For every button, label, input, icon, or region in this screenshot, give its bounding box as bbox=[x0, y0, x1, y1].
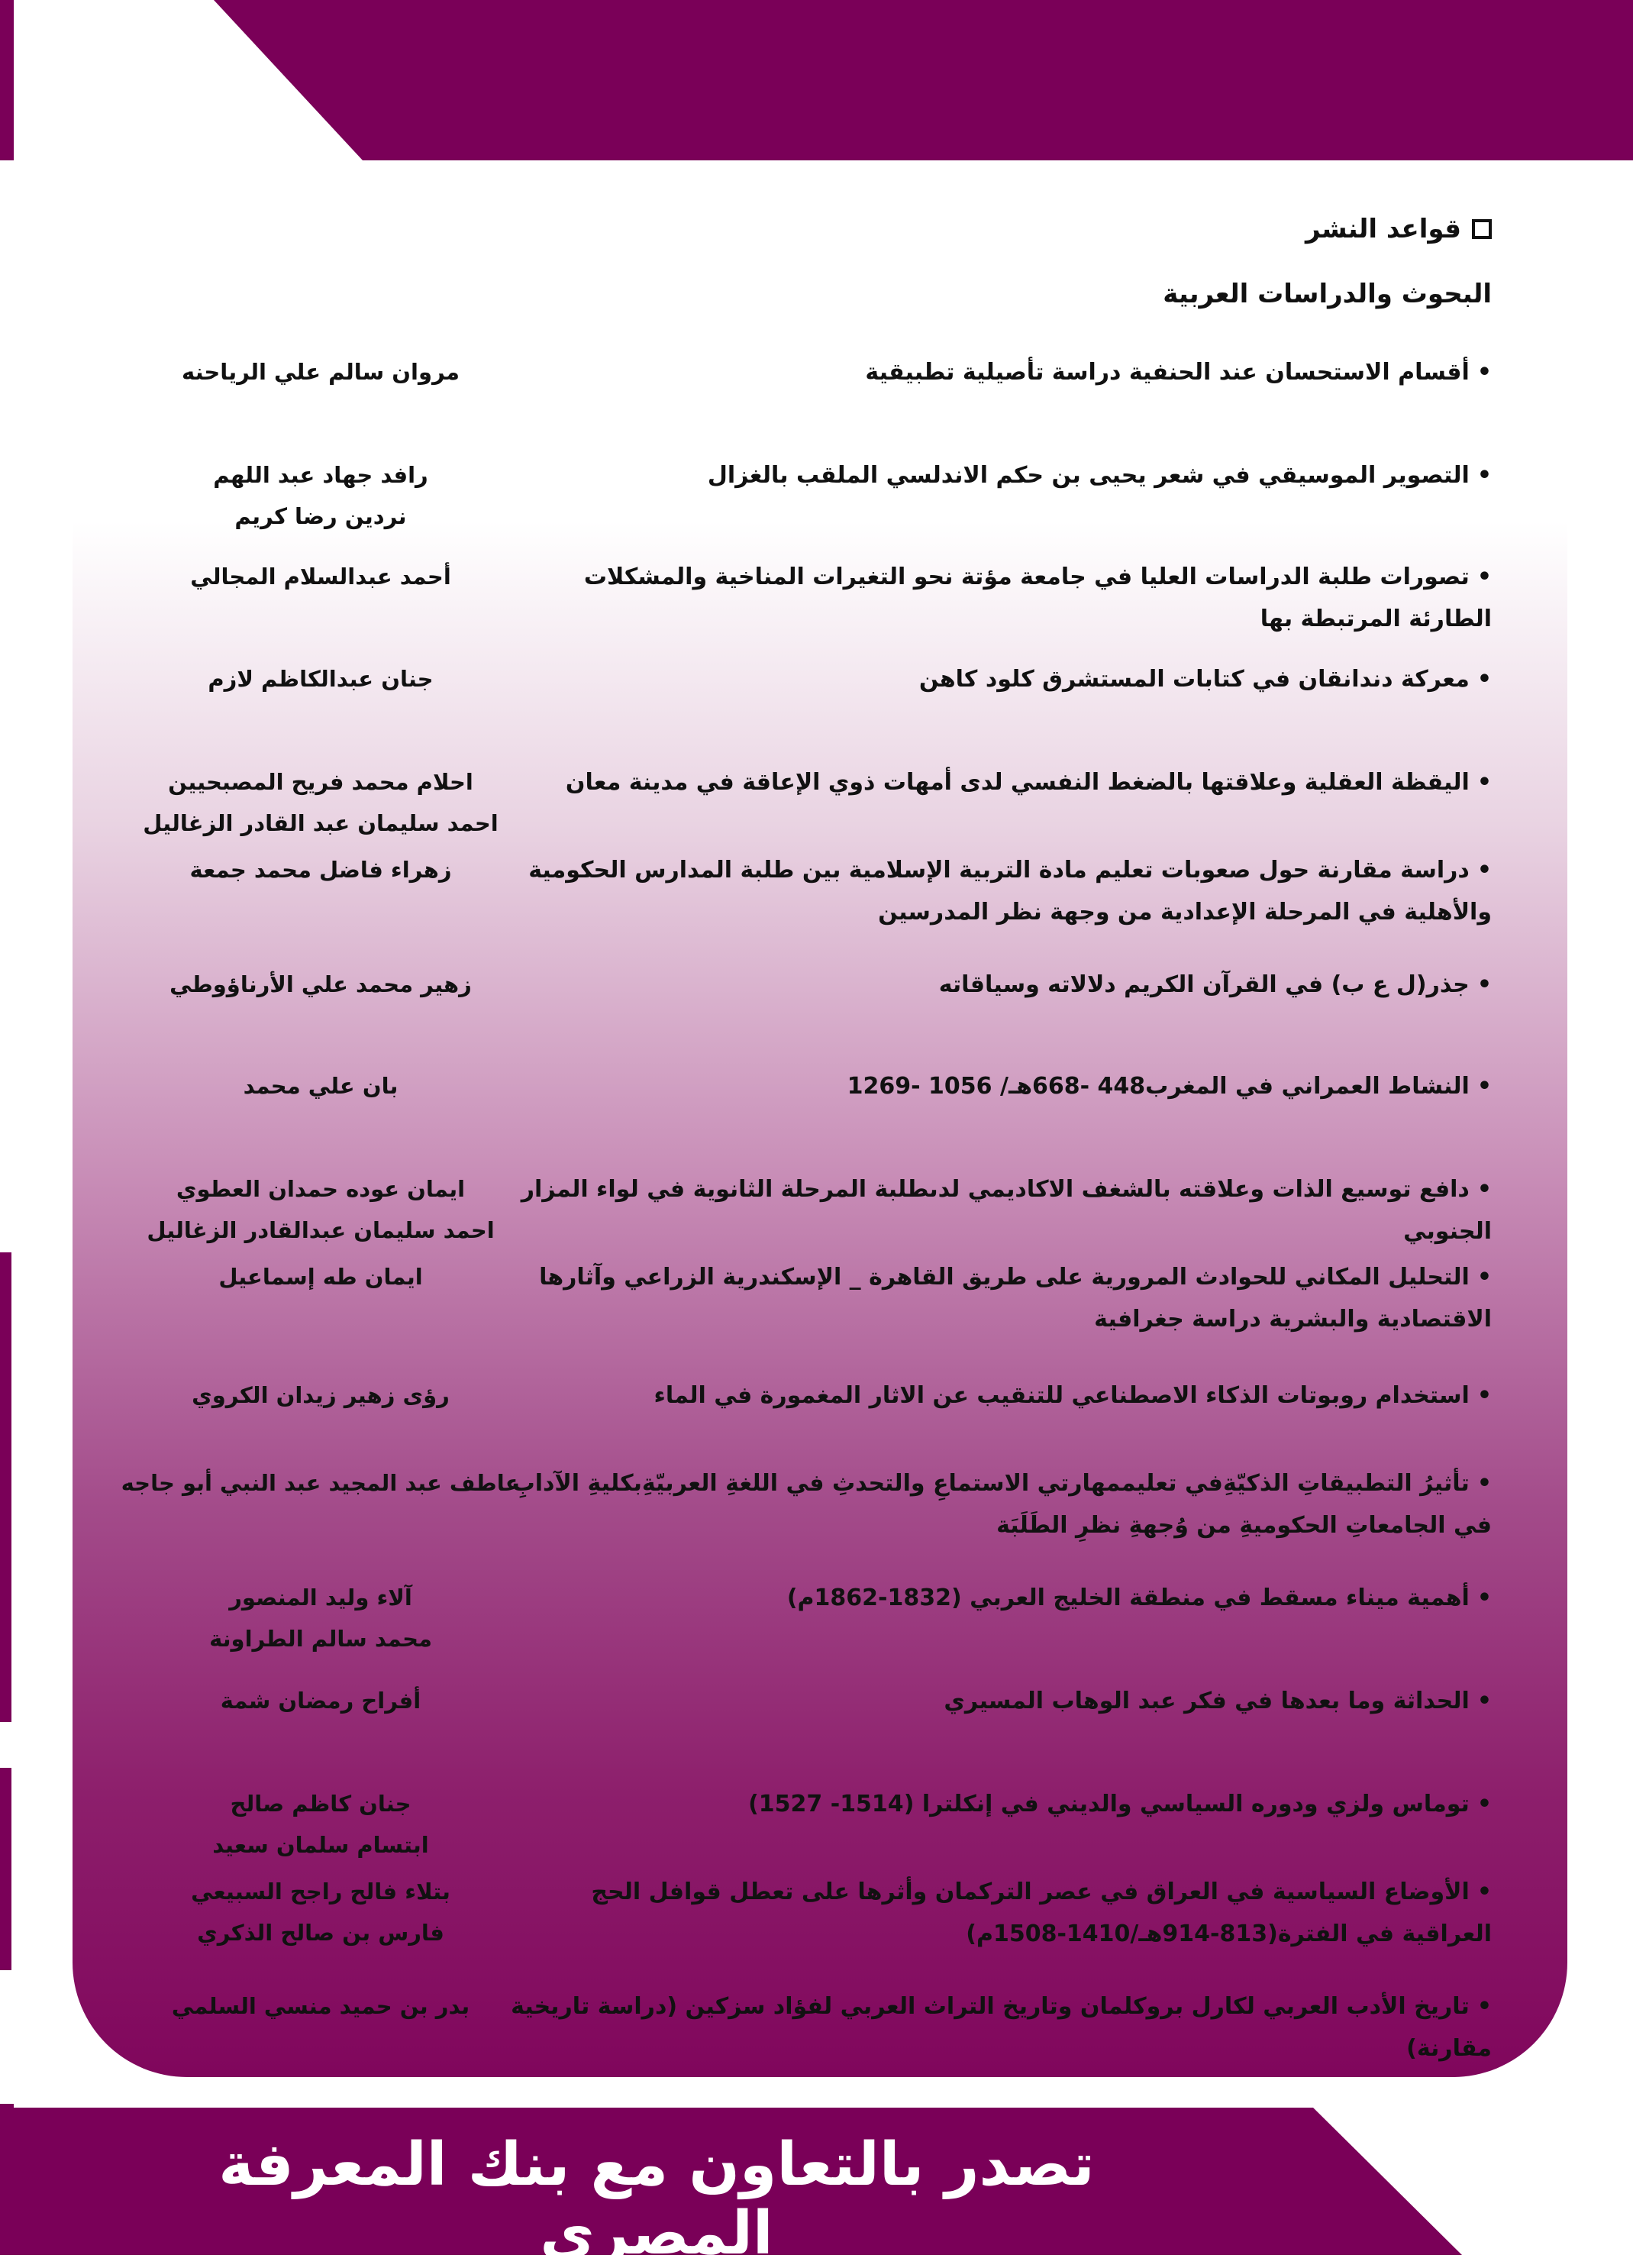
article-title bbox=[499, 849, 1492, 933]
author-name: بتلاء فالح راجح السبيعي bbox=[191, 1879, 450, 1905]
bullet-icon: • bbox=[1476, 971, 1492, 998]
article-title bbox=[499, 1783, 1492, 1825]
article-title-text: تأثيرُ التطبيقاتِ الذكيّةِفي تعليممهارتي الاستماعِ والتحدثِ في اللغةِ العربيّةِبكليةِ الآدابِ في الجامعاتِ الحكوميةِ من وُجهةِ نظرِ الطَلَبَة bbox=[512, 1470, 1492, 1539]
author-name: مروان سالم علي الرياحنه bbox=[181, 359, 460, 385]
article-title-text: جذر(ل ع ب) في القرآن الكريم دلالاته وسياقاته bbox=[938, 971, 1470, 998]
author-name: نردين رضا كريم bbox=[234, 503, 407, 529]
bullet-icon: • bbox=[1476, 1688, 1492, 1714]
author-name: عاطف عبد المجيد عبد النبي أبو جاجه bbox=[121, 1470, 521, 1496]
article-title-text: توماس ولزي ودوره السياسي والديني في إنكلترا (1514- 1527) bbox=[748, 1791, 1470, 1817]
bullet-icon: • bbox=[1476, 1879, 1492, 1905]
article-authors bbox=[115, 761, 527, 844]
author-name: ايمان عوده حمدان العطوي bbox=[176, 1176, 466, 1202]
author-name: بان علي محمد bbox=[243, 1073, 399, 1099]
article-title bbox=[499, 1985, 1492, 2069]
author-name: احمد سليمان عبد القادر الزغاليل bbox=[143, 810, 499, 836]
bullet-icon: • bbox=[1476, 359, 1492, 386]
author-name: ابتسام سلمان سعيد bbox=[212, 1832, 429, 1858]
bullet-icon: • bbox=[1476, 1993, 1492, 2020]
article-authors bbox=[115, 1065, 527, 1107]
article-authors bbox=[115, 849, 527, 890]
bullet-icon: • bbox=[1476, 1264, 1492, 1291]
bullet-icon: • bbox=[1476, 564, 1492, 590]
bullet-icon: • bbox=[1476, 666, 1492, 693]
checkbox-icon bbox=[1472, 219, 1492, 239]
article-title bbox=[499, 1871, 1492, 1955]
bullet-icon: • bbox=[1476, 462, 1492, 489]
article-title-text: معركة دندانقان في كتابات المستشرق كلود كاهن bbox=[918, 666, 1470, 693]
article-title-text: دافع توسيع الذات وعلاقته بالشغف الاكاديمي لدىطلبة المرحلة الثانوية في لواء المزار الجنوبي bbox=[521, 1176, 1492, 1245]
bullet-icon: • bbox=[1476, 1791, 1492, 1817]
article-title-text: النشاط العمراني في المغرب448 -668هـ/ 1056 -1269 bbox=[847, 1073, 1470, 1100]
author-name: زهراء فاضل محمد جمعة bbox=[189, 857, 452, 883]
left-decor-bar bbox=[0, 1252, 11, 1722]
article-title-text: التصوير الموسيقي في شعر يحيى بن حكم الاندلسي الملقب بالغزال bbox=[707, 462, 1470, 489]
author-name: زهير محمد علي الأرناؤوطي bbox=[169, 971, 472, 997]
article-title bbox=[499, 1680, 1492, 1722]
author-name: احلام محمد فريح المصبحيين bbox=[168, 769, 473, 795]
article-title-text: اليقظة العقلية وعلاقتها بالضغط النفسي لدى أمهات ذوي الإعاقة في مدينة معان bbox=[565, 769, 1470, 796]
author-name: رؤى زهير زيدان الكروي bbox=[192, 1382, 450, 1408]
author-name: جنان كاظم صالح bbox=[230, 1791, 411, 1817]
article-title-text: أقسام الاستحسان عند الحنفية دراسة تأصيلية تطبيقية bbox=[865, 359, 1470, 386]
article-title bbox=[499, 761, 1492, 803]
article-title-text: أهمية ميناء مسقط في منطقة الخليج العربي (1832-1862م) bbox=[786, 1585, 1470, 1611]
article-authors bbox=[115, 1783, 527, 1866]
bullet-icon: • bbox=[1476, 1176, 1492, 1203]
article-authors bbox=[115, 1985, 527, 2027]
article-title-text: تاريخ الأدب العربي لكارل بروكلمان وتاريخ التراث العربي لفؤاد سزكين (دراسة تاريخية مقارنة) bbox=[511, 1993, 1492, 2062]
author-name: رافد جهاد عبد اللهم bbox=[213, 462, 428, 488]
bullet-icon: • bbox=[1476, 1382, 1492, 1409]
article-authors bbox=[115, 1462, 527, 1504]
article-title-text: تصورات طلبة الدراسات العليا في جامعة مؤتة نحو التغيرات المناخية والمشكلات الطارئة المرتبطة بها bbox=[583, 564, 1492, 632]
article-title-text: الحداثة وما بعدها في فكر عبد الوهاب المسيري bbox=[944, 1688, 1470, 1714]
article-authors bbox=[115, 1168, 527, 1251]
article-title bbox=[499, 454, 1492, 496]
footer-text: تصدر بالتعاون مع بنك المعرفة المصري bbox=[218, 2131, 1095, 2268]
article-title bbox=[499, 1168, 1492, 1252]
bullet-icon: • bbox=[1476, 1073, 1492, 1100]
article-title bbox=[499, 658, 1492, 700]
article-title bbox=[499, 1375, 1492, 1417]
author-name: آلاء وليد المنصور bbox=[229, 1585, 412, 1611]
bullet-icon: • bbox=[1476, 769, 1492, 796]
article-title bbox=[499, 1065, 1492, 1107]
section-subtitle: البحوث والدراسات العربية bbox=[1163, 279, 1492, 309]
top-banner bbox=[0, 0, 1633, 160]
article-authors bbox=[115, 658, 527, 699]
article-title-text: التحليل المكاني للحوادث المرورية على طريق القاهرة _ الإسكندرية الزراعي وآثارها الاقتصادية والبشرية دراسة جغرافية bbox=[539, 1264, 1492, 1333]
article-authors bbox=[115, 1256, 527, 1297]
bullet-icon: • bbox=[1476, 1470, 1492, 1497]
author-name: أحمد عبدالسلام المجالي bbox=[190, 564, 451, 590]
author-name: محمد سالم الطراونة bbox=[209, 1626, 432, 1652]
article-title bbox=[499, 556, 1492, 640]
author-name: ايمان طه إسماعيل bbox=[218, 1264, 423, 1290]
article-authors bbox=[115, 556, 527, 597]
article-authors bbox=[115, 1577, 527, 1659]
article-authors bbox=[115, 964, 527, 1005]
article-title bbox=[499, 1256, 1492, 1340]
article-authors bbox=[115, 1871, 527, 1953]
article-title-text: الأوضاع السياسية في العراق في عصر التركمان وأثرها على تعطل قوافل الحج العراقية في الفترة(813-914هـ/1410-1508م) bbox=[591, 1879, 1492, 1947]
article-authors bbox=[115, 1375, 527, 1416]
author-name: جنان عبدالكاظم لازم bbox=[208, 666, 434, 692]
author-name: فارس بن صالح الذكري bbox=[197, 1920, 444, 1946]
bullet-icon: • bbox=[1476, 857, 1492, 884]
article-authors bbox=[115, 351, 527, 393]
author-name: بدر بن حميد منسي السلمي bbox=[171, 1993, 470, 2019]
article-title bbox=[499, 351, 1492, 393]
author-name: احمد سليمان عبدالقادر الزغاليل bbox=[147, 1217, 495, 1243]
article-authors bbox=[115, 454, 527, 537]
bullet-icon: • bbox=[1476, 1585, 1492, 1611]
article-title bbox=[499, 1462, 1492, 1546]
section-title-text: قواعد النشر bbox=[1305, 214, 1461, 244]
article-title bbox=[499, 1577, 1492, 1619]
article-authors bbox=[115, 1680, 527, 1721]
article-title-text: استخدام روبوتات الذكاء الاصطناعي للتنقيب عن الاثار المغمورة في الماء bbox=[654, 1382, 1470, 1409]
author-name: أفراح رمضان شمة bbox=[220, 1688, 421, 1714]
article-title-text: دراسة مقارنة حول صعوبات تعليم مادة التربية الإسلامية بين طلبة المدارس الحكومية والأهلية في المرحلة الإعدادية من وجهة نظر المدرسين bbox=[528, 857, 1492, 926]
left-decor-bar bbox=[0, 1768, 11, 1970]
section-title bbox=[1305, 214, 1492, 244]
article-title bbox=[499, 964, 1492, 1006]
